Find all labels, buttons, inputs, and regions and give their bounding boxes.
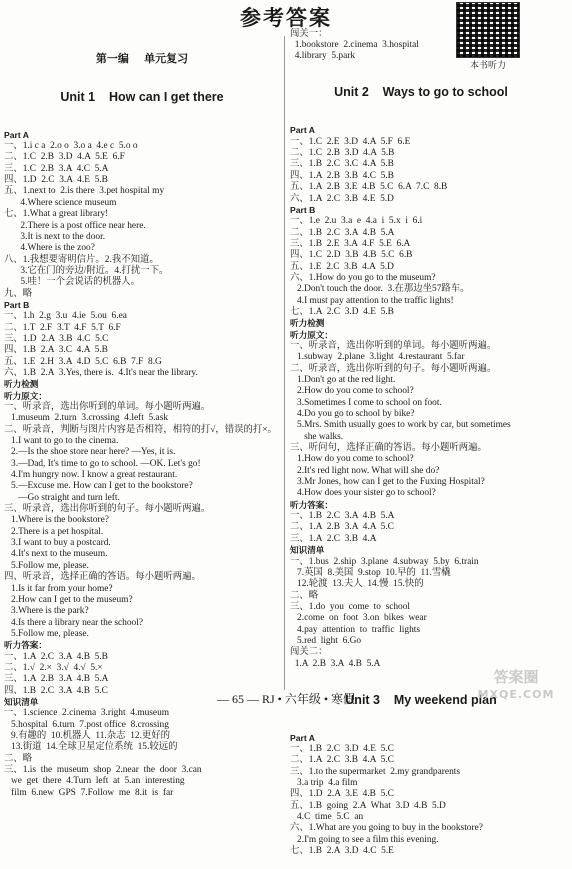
answer-line: 13.街道 14.全球卫星定位系统 15.较远的 bbox=[4, 742, 178, 753]
answer-line: 5.red light 6.Go bbox=[290, 635, 362, 646]
answer-line: 4.Is there a library near the school? bbox=[4, 617, 144, 628]
answer-line: 一、1.A 2.C 3.A 4.B 5.B bbox=[4, 651, 108, 662]
answer-line: 九、略 bbox=[4, 288, 33, 299]
answer-line: 二、听录音，判断与图片内容是否相符，相符的打√，错误的打×。 bbox=[4, 424, 277, 435]
answer-line: 知识清单 bbox=[290, 545, 325, 556]
answer-line: 听力答案： bbox=[290, 499, 333, 510]
answer-line: 5.hospital 6.turn 7.post office 8.crossing bbox=[4, 719, 169, 730]
answer-line: 一、1.science 2.cinema 3.right 4.museum bbox=[4, 708, 170, 719]
answer-line: Part B bbox=[290, 204, 316, 215]
answer-line: 三、1.B 2.E 3.A 4.F 5.E 6.A bbox=[290, 238, 411, 249]
answer-line: 一、1.bus 2.ship 3.plane 4.subway 5.by 6.train bbox=[290, 556, 479, 567]
answer-line: 2.I'm going to see a film this evening. bbox=[290, 834, 439, 845]
answer-line: 五、1.next to 2.is there 3.pet hospital my bbox=[4, 186, 165, 197]
answer-line: 四、1.C 2.D 3.B 4.B 5.C 6.B bbox=[290, 250, 413, 261]
answer-line: 1.Where is the bookstore? bbox=[4, 515, 109, 526]
answer-line: 二、1.C 2.B 3.D 4.A 5.B bbox=[290, 148, 395, 159]
answer-line: 六、1.How do you go to the museum? bbox=[290, 272, 436, 283]
answer-line: 3.I want to buy a postcard. bbox=[4, 538, 111, 549]
answer-line: 四、1.B 2.C 3.A 4.B 5.C bbox=[4, 685, 108, 696]
answer-line: 三、1.is the museum shop 2.near the door 3.can bbox=[4, 765, 202, 775]
right-column bbox=[290, 6, 552, 869]
answer-line: 闯关二： bbox=[290, 647, 328, 658]
answer-line: 听力检测 bbox=[4, 379, 39, 390]
answer-line: 三、1.do you come to school bbox=[290, 601, 411, 612]
answer-line: 听力原文： bbox=[4, 390, 47, 401]
watermark-logo: 答案圈 MXQE.COM bbox=[477, 668, 555, 701]
answer-line: 一、1.B 2.C 3.A 4.B 5.A bbox=[290, 511, 395, 522]
answer-line: 1.bookstore 2.cinema 3.hospital bbox=[290, 40, 419, 51]
answer-line: film 6.new GPS 7.Follow me 8.it is far bbox=[4, 787, 174, 798]
answer-line: 4.How does your sister go to school? bbox=[290, 488, 436, 499]
answer-line: 4.It's next to the museum. bbox=[4, 549, 108, 560]
answer-line: 2.Don't touch the door. 3.在那边坐57路车。 bbox=[290, 284, 470, 295]
answer-line: 1.Is it far from your home? bbox=[4, 583, 113, 594]
answer-line: 三、1.C 2.B 3.A 4.C 5.A bbox=[4, 163, 109, 174]
answer-line: 六、1.A 2.C 3.B 4.E 5.D bbox=[290, 193, 394, 204]
answer-line: 知识清单 bbox=[4, 696, 39, 707]
answer-line: 2.How do you come to school? bbox=[290, 386, 414, 397]
answer-line: 闯关一： bbox=[290, 28, 328, 39]
right-bottom-lines bbox=[290, 733, 552, 858]
answer-line: 四、1.A 2.B 3.B 4.C 5.B bbox=[290, 170, 394, 181]
answer-line: 4.I must pay attention to the traffic lights! bbox=[290, 295, 454, 306]
page-footer: — 65 — RJ • 六年级 • 寒假 bbox=[216, 692, 356, 706]
answer-line: 二、略 bbox=[4, 753, 33, 764]
answer-line: 一、1.h 2.g 3.u 4.ie 5.ou 6.ea bbox=[4, 311, 127, 322]
answer-line: 五、1.B going 2.A What 3.D 4.B 5.D bbox=[290, 800, 446, 811]
answer-line: 4.pay attention to traffic lights bbox=[290, 624, 421, 635]
answer-line: 一、1.i c a 2.o o 3.o a 4.e c 5.o o bbox=[4, 141, 138, 152]
right-top-lines bbox=[290, 29, 552, 63]
answer-line: 五、1.E 2.H 3.A 4.D 5.C 6.B 7.F 8.G bbox=[4, 356, 162, 367]
section-title: 第一编 单元复习 bbox=[95, 51, 189, 65]
answer-line: 听力检测 bbox=[290, 318, 325, 329]
answer-line: 12.轮渡 13.夫人 14.慢 15.快的 bbox=[290, 579, 424, 590]
answer-line: Part A bbox=[290, 732, 315, 743]
unit3-title: Unit 3 My weekend plan bbox=[345, 692, 497, 707]
answer-line: 三、听录音，选出你听到的句子。每小题听两遍。 bbox=[4, 504, 211, 515]
answer-line: 9.有趣的 10.机器人 11.杂志 12.更好的 bbox=[4, 730, 171, 741]
answer-line: 3.—Dad, It's time to go to school. —OK. Let's go! bbox=[4, 458, 201, 469]
answer-line: 二、听录音，选出你听到的句子。每小题听两遍。 bbox=[290, 363, 497, 374]
answer-line: she walks. bbox=[290, 431, 344, 442]
answer-line: 三、1.to the supermarket 2.my grandparents bbox=[290, 766, 461, 777]
answer-line: 5.Follow me, please. bbox=[4, 560, 89, 571]
answer-line: 4.I'm hungry now. I know a great restaurant. bbox=[4, 470, 178, 481]
answer-line: 2.How can I get to the museum? bbox=[4, 594, 133, 605]
answer-line: 八、1.我想要寄明信片。2.我不知道。 bbox=[4, 254, 159, 265]
answer-line: 七、1.B 2.A 3.D 4.C 5.E bbox=[290, 846, 394, 857]
answer-line: 三、1.B 2.C 3.C 4.A 5.B bbox=[290, 159, 394, 170]
answer-line: 二、1.√ 2.× 3.√ 4.√ 5.× bbox=[4, 662, 103, 673]
answer-line: 七、1.A 2.C 3.D 4.E 5.B bbox=[290, 306, 394, 317]
answer-line: 2.There is a pet hospital. bbox=[4, 526, 104, 537]
answer-line: 五、1.E 2.C 3.B 4.A 5.D bbox=[290, 261, 394, 272]
answer-line: 5.Follow me, please. bbox=[4, 628, 89, 639]
answer-line: 四、1.D 2.A 3.E 4.B 5.C bbox=[290, 789, 394, 800]
answer-line: 1.subway 2.plane 3.light 4.restaurant 5.far bbox=[290, 352, 465, 363]
answer-line: 二、略 bbox=[290, 590, 319, 601]
answer-line: 1.museum 2.turn 3.crossing 4.left 5.ask bbox=[4, 413, 169, 424]
answer-line: 3.Mr Jones, how can I get to the Fuxing Hospital? bbox=[290, 477, 485, 488]
unit2-title: Unit 2 Ways to go to school bbox=[334, 85, 508, 100]
answer-line: 四、1.D 2.C 3.A 4.E 5.B bbox=[4, 175, 108, 186]
answer-line: 二、1.C 2.B 3.D 4.A 5.E 6.F bbox=[4, 152, 125, 163]
answer-line: 一、听录音，选出你听到的单词。每小题听两遍。 bbox=[290, 340, 497, 351]
answer-line: 二、1.A 2.B 3.A 4.A 5.C bbox=[290, 522, 394, 533]
answer-line: 一、1.C 2.E 3.D 4.A 5.F 6.E bbox=[290, 136, 411, 147]
answer-line: 二、1.T 2.F 3.T 4.F 5.T 6.F bbox=[4, 322, 121, 333]
unit1-title: Unit 1 How can I get there bbox=[60, 89, 224, 104]
answer-line: Part A bbox=[290, 125, 315, 136]
answer-line: 1.Don't go at the red light. bbox=[290, 375, 396, 385]
page-title: 参考答案 bbox=[240, 6, 332, 30]
answer-line: 5.Mrs. Smith usually goes to work by car, but sometimes bbox=[290, 420, 511, 431]
answer-line: Part B bbox=[4, 299, 30, 310]
answer-line: 二、1.A 2.C 3.B 4.A 5.C bbox=[290, 755, 394, 766]
answer-line: 3.It is next to the door. bbox=[4, 231, 106, 242]
answer-line: 3.a trip 4.a film bbox=[290, 778, 358, 789]
answer-line: 四、1.B 2.A 3.C 4.A 5.B bbox=[4, 345, 108, 356]
answer-line: 4.Where is the zoo? bbox=[4, 243, 95, 254]
answer-line: 7.英国 8.美国 9.stop 10.早的 11.雪橇 bbox=[290, 567, 451, 578]
answer-line: 三、1.D 2.A 3.B 4.C 5.C bbox=[4, 333, 109, 344]
answer-line: 1.How do you come to school? bbox=[290, 454, 414, 465]
answer-line: 2.There is a post office near here. bbox=[4, 220, 146, 231]
answer-line: 四、听录音，选择正确的答语。每小题听两遍。 bbox=[4, 572, 201, 583]
answer-line: 5.哇！一个会说话的机器人。 bbox=[4, 277, 140, 288]
answer-line: 1.A 2.B 3.A 4.B 5.A bbox=[290, 658, 381, 669]
answer-line: we get there 4.Turn left at 5.an interesting bbox=[4, 776, 185, 787]
answer-line: 七、1.What a great library! bbox=[4, 209, 109, 220]
column-divider bbox=[284, 36, 285, 690]
right-mid-lines bbox=[290, 125, 552, 670]
answer-line: 五、1.A 2.B 3.E 4.B 5.C 6.A 7.C 8.B bbox=[290, 182, 448, 193]
answer-line: 4.Where science museum bbox=[4, 197, 117, 208]
answer-line: 听力答案： bbox=[4, 640, 47, 651]
answer-line: 4.library 5.park bbox=[290, 51, 356, 62]
answer-line: 5.—Excuse me. How can I get to the bookstore? bbox=[4, 481, 193, 492]
answer-line: 3.Sometimes I come to school on foot. bbox=[290, 397, 442, 408]
answer-line: 1.I want to go to the cinema. bbox=[4, 436, 119, 447]
answer-line: 3.它在门的旁边/附近。4.打扰一下。 bbox=[4, 265, 169, 276]
answer-line: 六、1.B 2.A 3.Yes, there is. 4.It's near the library. bbox=[4, 367, 198, 378]
answer-line: 一、听录音，选出你听到的单词。每小题听两遍。 bbox=[4, 402, 211, 412]
answer-line: 三、听问句，选择正确的答语。每小题听两遍。 bbox=[290, 443, 487, 454]
answer-line: 一、1.e 2.u 3.a e 4.a i 5.x i 6.i bbox=[290, 216, 423, 227]
answer-line: 听力原文： bbox=[290, 329, 333, 340]
answer-line: 三、1.A 2.B 3.A 4.B 5.A bbox=[4, 674, 109, 685]
answer-line: 3.Where is the park? bbox=[4, 606, 89, 617]
answer-line: Part A bbox=[4, 129, 29, 140]
answer-line: 2.—Is the shoe store near here? —Yes, it is. bbox=[4, 447, 176, 458]
answer-line: 六、1.What are you going to buy in the bookstore? bbox=[290, 823, 483, 834]
qr-caption: 本书听力 bbox=[469, 61, 506, 71]
answer-line: 4.Do you go to school by bike? bbox=[290, 409, 415, 420]
answer-line: 三、1.A 2.C 3.B 4.A bbox=[290, 533, 377, 544]
answer-line: 一、1.B 2.C 3.D 4.E 5.C bbox=[290, 744, 394, 754]
answer-line: 4.C time 5.C an bbox=[290, 812, 364, 823]
answer-line: 2.It's red light now. What will she do? bbox=[290, 465, 440, 476]
answer-line: 二、1.B 2.C 3.A 4.B 5.A bbox=[290, 227, 395, 238]
answer-line: 2.come on foot 3.on bikes wear bbox=[290, 613, 427, 624]
answer-line: —Go straight and turn left. bbox=[4, 492, 120, 503]
